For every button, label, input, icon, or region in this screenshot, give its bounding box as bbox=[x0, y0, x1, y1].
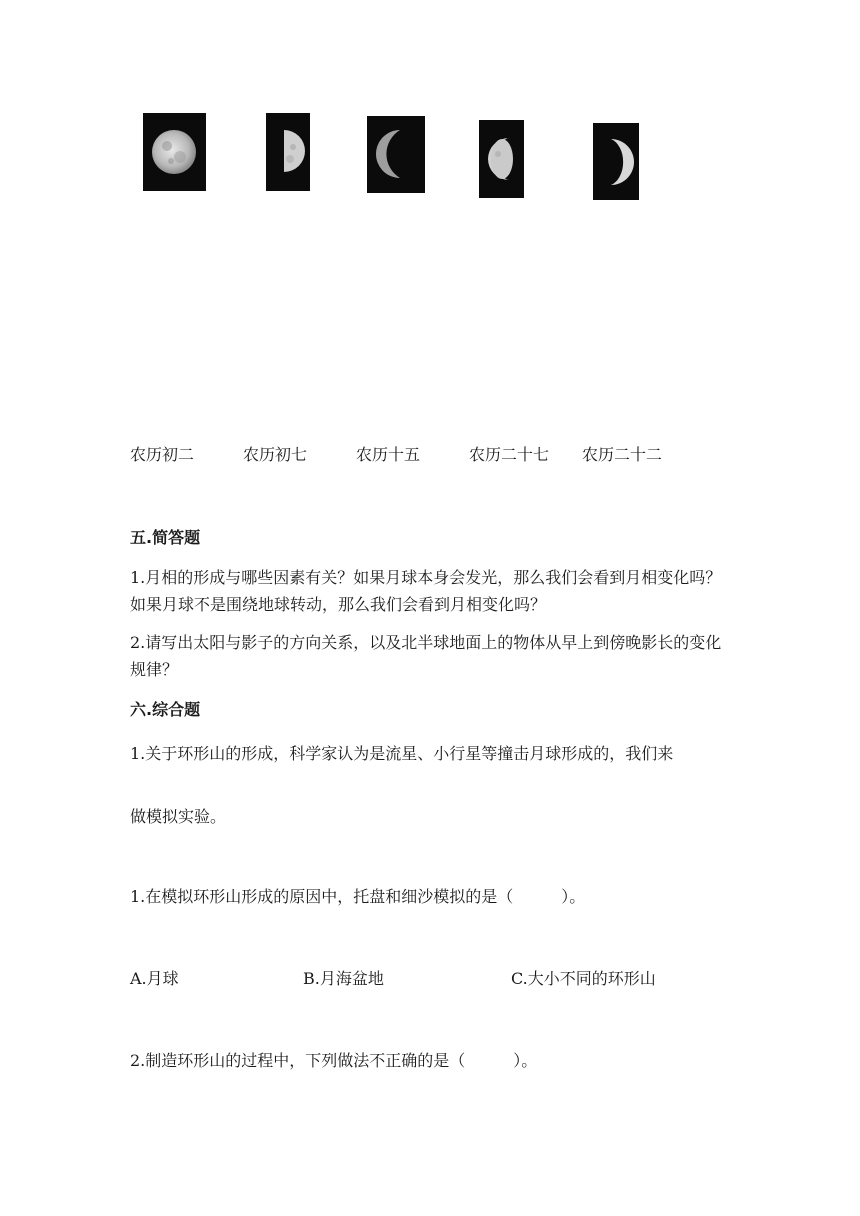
sub-question-1: 1.在模拟环形山形成的原因中，托盘和细沙模拟的是（ ）。 bbox=[130, 887, 586, 906]
moon-photo-half bbox=[266, 113, 310, 191]
option-c: C.大小不同的环形山 bbox=[511, 969, 656, 988]
section-5-heading: 五.简答题 bbox=[130, 528, 201, 547]
section-5-question-2: 2.请写出太阳与影子的方向关系，以及北半球地面上的物体从早上到傍晚影长的变化规律？ bbox=[130, 633, 722, 679]
section-5-question-1: 1.月相的形成与哪些因素有关？如果月球本身会发光，那么我们会看到月相变化吗？如果月球不是围绕地球转动，那么我们会看到月相变化吗？ bbox=[130, 568, 722, 614]
section-6-heading: 六.综合题 bbox=[130, 700, 201, 719]
option-a: A.月球 bbox=[130, 969, 179, 988]
lunar-label-4: 农历二十七 bbox=[469, 445, 550, 464]
section-6-intro-line-2: 做模拟实验。 bbox=[130, 807, 227, 826]
moon-photo-crescent bbox=[593, 123, 639, 200]
lunar-label-2: 农历初七 bbox=[243, 445, 308, 464]
lunar-label-5: 农历二十二 bbox=[582, 445, 663, 464]
sub-question-2: 2.制造环形山的过程中，下列做法不正确的是（ ）。 bbox=[130, 1051, 538, 1070]
section-6-intro-line-1: 1.关于环形山的形成，科学家认为是流星、小行星等撞击月球形成的，我们来 bbox=[130, 744, 674, 763]
moon-photo-thin-crescent bbox=[367, 116, 425, 193]
moon-photo-full bbox=[143, 113, 206, 191]
lunar-label-3: 农历十五 bbox=[356, 445, 421, 464]
option-b: B.月海盆地 bbox=[303, 969, 384, 988]
lunar-label-1: 农历初二 bbox=[130, 445, 195, 464]
moon-photo-gibbous bbox=[479, 120, 524, 198]
